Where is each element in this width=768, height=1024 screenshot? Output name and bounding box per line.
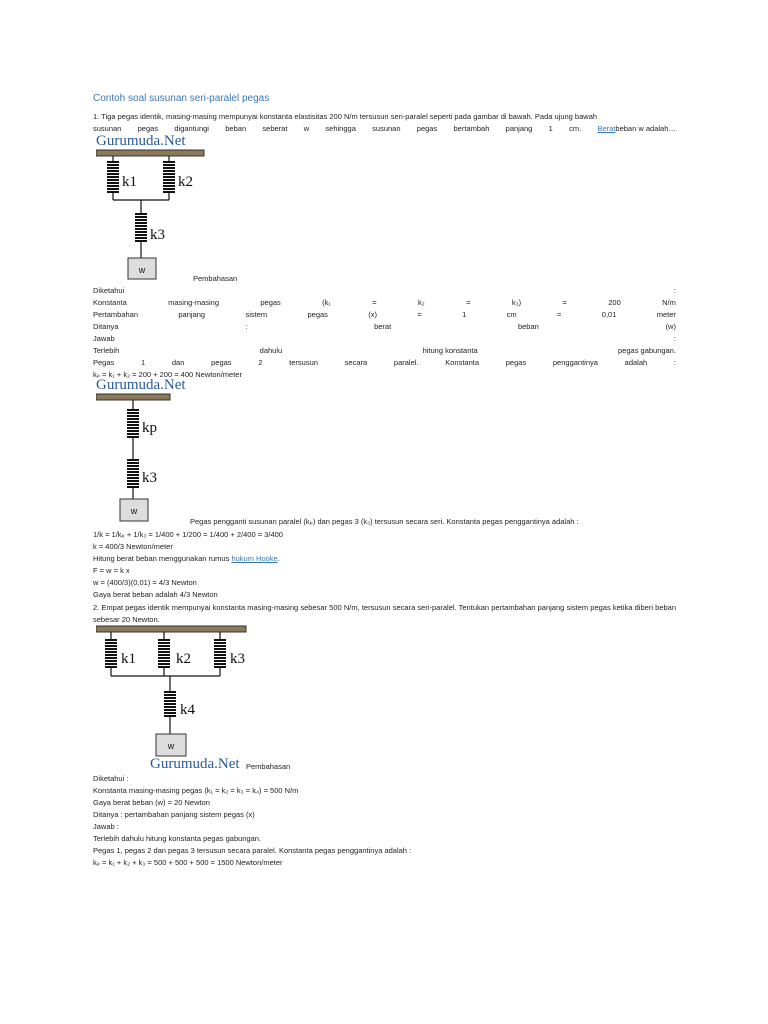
hooke-line: Hitung berat beban menggunakan rumus hukum Hooke. <box>93 554 280 563</box>
pegas12-line: Pegas 1 dan pegas 2 tersusun secara paralel. Konstanta pegas penggantinya adalah : <box>93 358 676 367</box>
spring-kp <box>127 410 139 437</box>
s2-line4: Ditanya : pertambahan panjang sistem pegas (x) <box>93 810 255 819</box>
page-title: Contoh soal susunan seri-paralel pegas <box>93 93 270 104</box>
s2-line1: Diketahui : <box>93 774 129 783</box>
label-kp: kp <box>142 420 157 436</box>
s2-line7: Pegas 1, pegas 2 dan pegas 3 tersusun secara paralel. Konstanta pegas penggantinya adalah : <box>93 846 412 855</box>
s2-line8: kₚ = k₁ + k₂ + k₃ = 500 + 500 + 500 = 1500 Newton/meter <box>93 858 283 867</box>
jawab-line: Jawab : <box>93 334 676 343</box>
label-k1: k1 <box>121 651 136 667</box>
label-k3: k3 <box>142 470 157 486</box>
konstanta-line: Konstanta masing-masing pegas (k₁ = k₂ = k₃) = 200 N/m <box>93 298 676 307</box>
answer-line: Gaya berat beban adalah 4/3 Newton <box>93 590 218 599</box>
label-k4: k4 <box>180 702 195 718</box>
kp-line: kₚ = k₁ + k₂ = 200 + 200 = 400 Newton/meter <box>93 370 242 379</box>
terlebih-line: Terlebih dahulu hitung konstanta pegas gabungan. <box>93 346 676 355</box>
spring-k3 <box>214 640 226 667</box>
figure3-spring-diagram <box>96 624 251 764</box>
berat-link[interactable]: Berat <box>597 124 616 133</box>
diketahui-line: Diketahui : <box>93 286 676 295</box>
s2-line3: Gaya berat beban (w) = 20 Newton <box>93 798 210 807</box>
solution1-heading: Pembahasan <box>193 274 238 283</box>
s2-line5: Jawab : <box>93 822 119 831</box>
problem1-line1: 1. Tiga pegas identik, masing-masing mempunyai konstanta elastisitas 200 N/m tersusun seri-paralel seperti pada gambar di bawah. Pada ujung bawah <box>93 112 598 121</box>
s2-line2: Konstanta masing-masing pegas (k₁ = k₂ = k₃ = k₄) = 500 N/m <box>93 786 299 795</box>
spring-k4 <box>164 692 176 716</box>
spring-k3 <box>135 214 147 241</box>
formula-w: w = (400/3)(0,01) = 4/3 Newton <box>93 578 197 587</box>
problem1-line2: susunan pegas digantungi beban seberat w sehingga susunan pegas bertambah panjang 1 cm. Beratbeban w adalah… <box>93 124 676 133</box>
figure2-watermark: Gurumuda.Net <box>96 377 186 393</box>
figure1-watermark: Gurumuda.Net <box>96 133 186 149</box>
spring-k2 <box>158 640 170 667</box>
label-k3: k3 <box>150 227 165 243</box>
weight-label: w <box>130 506 138 516</box>
figure1-spring-diagram <box>96 148 206 283</box>
hukum-hooke-link[interactable]: hukum Hooke <box>231 554 278 563</box>
label-k2: k2 <box>176 651 191 667</box>
s2-line6: Terlebih dahulu hitung konstanta pegas gabungan. <box>93 834 262 843</box>
figure3-watermark: Gurumuda.Net <box>150 756 240 772</box>
spring-k3 <box>127 460 139 487</box>
solution2-heading: Pembahasan <box>246 762 291 771</box>
formula-k: k = 400/3 Newton/meter <box>93 542 173 551</box>
figure2-spring-diagram <box>96 392 176 527</box>
weight-label: w <box>167 741 175 751</box>
spring-k1 <box>107 162 119 192</box>
series-line: Pegas pengganti susunan paralel (kₚ) dan pegas 3 (k₃) tersusun secara seri. Konstanta pegas penggantinya adalah : <box>190 517 579 526</box>
label-k1: k1 <box>122 174 137 190</box>
problem2-text: 2. Empat pegas identik mempunyai konstanta masing-masing sebesar 500 N/m, tersusun secara seri-paralel. Tentukan pertambahan panjang sistem pegas ketika diberi beban sebesar 20 Newton. <box>93 603 676 624</box>
weight-label: w <box>138 265 146 275</box>
pertambahan-line: Pertambahan panjang sistem pegas (x) = 1 cm = 0,01 meter <box>93 310 676 319</box>
label-k2: k2 <box>178 174 193 190</box>
formula-f: F = w = k x <box>93 566 130 575</box>
spring-k1 <box>105 640 117 667</box>
label-k3: k3 <box>230 651 245 667</box>
ditanya-line: Ditanya : berat beban (w) <box>93 322 676 331</box>
formula-1k: 1/k = 1/kₚ + 1/k₃ = 1/400 + 1/200 = 1/400 + 2/400 = 3/400 <box>93 530 283 539</box>
spring-k2 <box>163 162 175 192</box>
